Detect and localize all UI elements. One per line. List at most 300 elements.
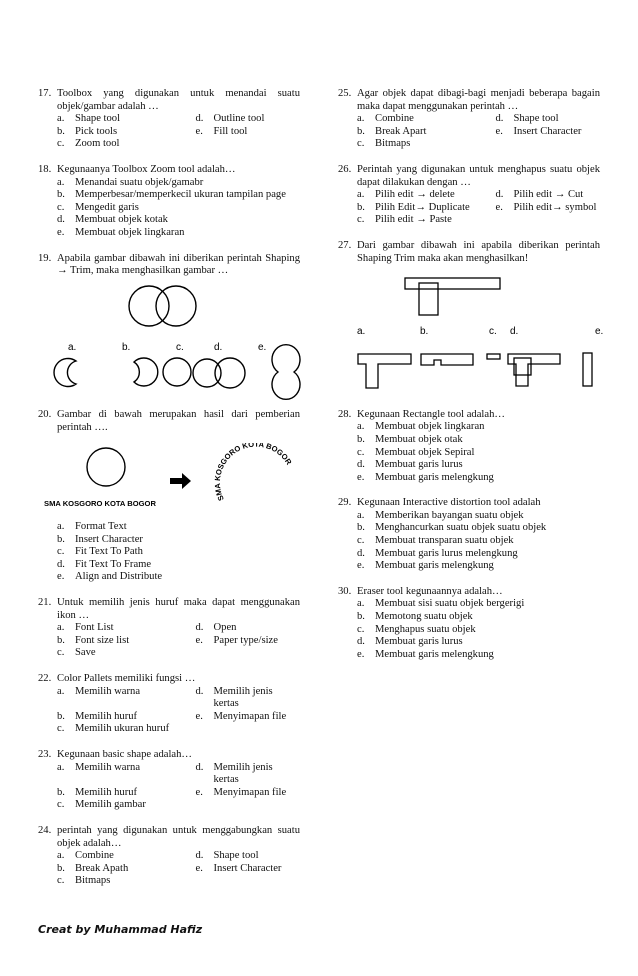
- option-text: Memilih gambar: [75, 799, 146, 811]
- option-letter: c.: [57, 138, 65, 150]
- figure-box: [338, 271, 604, 396]
- option-letter: b.: [357, 201, 365, 213]
- option-text: Memilih jenis kertas: [213, 685, 273, 710]
- option-text: Combine: [75, 850, 114, 862]
- question-19: [38, 253, 300, 397]
- figure-label: a.: [357, 326, 366, 338]
- question-number: 17.: [38, 88, 52, 99]
- question-stem: [338, 409, 600, 422]
- option-letter: e.: [495, 125, 503, 137]
- option-letter: d.: [57, 558, 65, 570]
- question-30: [338, 586, 600, 662]
- answer-option[interactable]: [357, 447, 600, 460]
- figure-label: c.: [176, 341, 184, 353]
- answer-option[interactable]: [196, 787, 300, 800]
- answer-option[interactable]: [496, 126, 600, 139]
- question-number: 27.: [338, 239, 352, 251]
- answer-option[interactable]: [57, 635, 196, 648]
- option-letter: a.: [57, 176, 65, 188]
- options-row: [357, 214, 600, 227]
- answer-option[interactable]: [57, 202, 300, 215]
- answer-option[interactable]: [57, 546, 300, 559]
- option-text: Menandai suatu objek/gamabr: [75, 176, 204, 188]
- options-list: [357, 421, 600, 484]
- answer-option[interactable]: [57, 571, 300, 584]
- question-text: Gambar di bawah merupakan hasil dari pemberian perintah ….: [57, 409, 300, 433]
- option-text: Insert Character: [213, 862, 282, 874]
- option-letter: c.: [57, 875, 65, 887]
- option-b-shape: [421, 354, 473, 365]
- option-text: Memilih ukuran huruf: [75, 723, 170, 735]
- option-text: Pilih edit → Paste: [375, 214, 452, 226]
- question-number: 19.: [38, 252, 52, 264]
- option-letter: d.: [357, 547, 365, 559]
- figure-label: d.: [214, 341, 223, 353]
- option-e-shape: [583, 353, 592, 386]
- option-letter: e.: [357, 560, 365, 572]
- question-number: 24.: [38, 824, 52, 836]
- option-text: Align and Distribute: [75, 571, 163, 583]
- option-letter: a.: [357, 598, 365, 610]
- option-letter: b.: [57, 634, 65, 646]
- figure-label: e.: [258, 341, 267, 353]
- answer-option[interactable]: [57, 126, 196, 139]
- option-letter: c.: [57, 546, 65, 558]
- options-list: [57, 177, 300, 240]
- answer-option[interactable]: [57, 850, 196, 863]
- figure-box: [38, 443, 300, 522]
- option-text: Memilih warna: [75, 685, 141, 697]
- option-letter: c.: [57, 799, 65, 811]
- question-26: [338, 164, 600, 227]
- options-row: [357, 126, 600, 139]
- option-text: Shape tool: [213, 850, 259, 862]
- question-text: Kegunaan basic shape adalah…: [57, 749, 193, 760]
- option-letter: a.: [357, 189, 365, 201]
- question-stem: [38, 749, 300, 762]
- plain-text: SMA KOSGORO KOTA BOGOR: [44, 498, 156, 508]
- options-row: [57, 635, 300, 648]
- option-e-shape: [272, 344, 300, 399]
- option-text: Outline tool: [213, 113, 265, 125]
- answer-option[interactable]: [196, 762, 300, 787]
- question-28: [338, 409, 600, 485]
- option-text: Memotong suatu objek: [375, 611, 473, 623]
- option-text: Fit Text To Frame: [75, 558, 152, 570]
- options-row: [357, 202, 600, 215]
- question-stem: [338, 88, 600, 113]
- question-25: [338, 88, 600, 151]
- text-on-path-figure: [38, 443, 300, 517]
- option-letter: b.: [357, 522, 365, 534]
- answer-option[interactable]: [57, 686, 196, 711]
- option-letter: d.: [195, 685, 204, 697]
- answer-option[interactable]: [357, 624, 600, 637]
- option-text: Membuat transparan suatu objek: [375, 535, 514, 547]
- answer-option[interactable]: [496, 113, 600, 126]
- option-text: Open: [213, 622, 237, 634]
- answer-option[interactable]: [196, 635, 300, 648]
- option-letter: b.: [57, 710, 65, 722]
- answer-option[interactable]: [496, 202, 600, 215]
- answer-option[interactable]: [357, 472, 600, 485]
- option-letter: b.: [57, 533, 65, 545]
- option-text: Format Text: [75, 521, 127, 533]
- question-text: Eraser tool kegunaannya adalah…: [357, 585, 503, 597]
- option-text: Bitmaps: [375, 138, 411, 150]
- answer-option[interactable]: [57, 227, 300, 240]
- option-letter: a.: [357, 421, 365, 433]
- question-number: 28.: [338, 408, 352, 420]
- option-text: Memilih huruf: [75, 786, 138, 798]
- answer-option[interactable]: [57, 647, 196, 660]
- question-number: 25.: [338, 88, 352, 99]
- footer-credit: Creat by Muhammad Hafiz: [38, 923, 203, 936]
- options-row: [57, 647, 300, 660]
- question-text: Apabila gambar dibawah ini diberikan perintah Shaping → Trim, maka menghasilkan gambar …: [57, 252, 300, 277]
- trim-circles-figure: [38, 286, 300, 392]
- option-text: Mengedit garis: [75, 201, 139, 213]
- option-text: Break Apath: [75, 862, 129, 874]
- option-text: Font List: [75, 622, 114, 634]
- options-list: [57, 850, 300, 888]
- option-letter: b.: [57, 786, 65, 798]
- option-text: Memilih huruf: [75, 710, 138, 722]
- option-text: Paper type/size: [213, 634, 278, 646]
- option-letter: e.: [357, 471, 365, 483]
- question-27: [338, 239, 604, 396]
- source-circle-left: [129, 286, 169, 326]
- question-number: 26.: [338, 163, 352, 175]
- option-text: Menghancurkan suatu objek suatu objek: [375, 522, 547, 534]
- option-d-shape: [215, 358, 245, 388]
- question-text: Kegunaan Interactive distortion tool adalah: [357, 497, 541, 509]
- option-text: Membuat objek kotak: [75, 214, 168, 226]
- answer-option[interactable]: [357, 560, 600, 573]
- options-list: [357, 510, 600, 573]
- option-text: Memilih warna: [75, 761, 141, 773]
- option-letter: e.: [195, 710, 203, 722]
- figure-box: [38, 286, 300, 397]
- question-23: [38, 749, 300, 812]
- option-text: Menghapus suatu objek: [375, 623, 476, 635]
- option-letter: c.: [57, 201, 65, 213]
- answer-option[interactable]: [57, 622, 196, 635]
- figure-label: d.: [510, 326, 519, 338]
- option-c-shape: [487, 354, 500, 359]
- source-circle-right: [156, 286, 196, 326]
- option-letter: e.: [57, 571, 65, 583]
- option-letter: c.: [357, 623, 365, 635]
- answer-option[interactable]: [196, 863, 300, 876]
- option-text: Insert Character: [513, 125, 582, 137]
- answer-option[interactable]: [57, 189, 300, 202]
- answer-option[interactable]: [57, 534, 300, 547]
- option-letter: d.: [357, 636, 365, 648]
- source-vertical-bar: [419, 283, 438, 315]
- answer-option[interactable]: [357, 214, 496, 227]
- answer-option[interactable]: [357, 535, 600, 548]
- option-letter: e.: [195, 125, 203, 137]
- answer-option[interactable]: [357, 598, 600, 611]
- option-letter: b.: [357, 611, 365, 623]
- answer-option[interactable]: [357, 138, 496, 151]
- answer-option[interactable]: [196, 113, 300, 126]
- option-letter: d.: [495, 189, 504, 201]
- answer-option[interactable]: [196, 711, 300, 724]
- answer-option[interactable]: [496, 189, 600, 202]
- option-text: Membuat garis lurus: [375, 459, 463, 471]
- answer-option[interactable]: [196, 686, 300, 711]
- answer-option[interactable]: [357, 459, 600, 472]
- question-24: [38, 825, 300, 888]
- answer-option[interactable]: [357, 434, 600, 447]
- answer-option[interactable]: [57, 875, 196, 888]
- option-letter: b.: [357, 433, 365, 445]
- question-number: 20.: [38, 409, 52, 421]
- option-letter: d.: [195, 850, 204, 862]
- option-text: Membuat objek lingkaran: [75, 226, 185, 238]
- option-text: Insert Character: [75, 533, 143, 545]
- figure-label: b.: [420, 326, 429, 338]
- option-letter: d.: [357, 459, 365, 471]
- answer-option[interactable]: [357, 113, 496, 126]
- option-d-shape: [508, 354, 560, 386]
- option-text: Combine: [375, 113, 414, 125]
- options-list: [357, 598, 600, 661]
- answer-option[interactable]: [57, 521, 300, 534]
- question-text: Kegunaan Rectangle tool adalah…: [357, 408, 505, 420]
- options-row: [357, 113, 600, 126]
- options-list: [57, 521, 300, 584]
- option-letter: a.: [57, 113, 65, 125]
- option-text: Memilih jenis kertas: [213, 761, 273, 786]
- option-text: Pick tools: [75, 125, 118, 137]
- answer-option[interactable]: [357, 636, 600, 649]
- option-letter: c.: [357, 214, 365, 226]
- question-stem: [38, 253, 300, 278]
- option-letter: b.: [57, 125, 65, 137]
- question-stem: [38, 673, 300, 686]
- question-stem: [338, 586, 600, 599]
- options-row: [57, 686, 300, 711]
- question-stem: [38, 88, 300, 113]
- option-text: Fit Text To Path: [75, 546, 143, 558]
- question-17: [38, 88, 300, 151]
- answer-option[interactable]: [57, 723, 196, 736]
- option-text: Shape tool: [513, 113, 559, 125]
- option-text: Membuat objek Sepiral: [375, 446, 475, 458]
- question-stem: [38, 164, 300, 177]
- answer-option[interactable]: [57, 863, 196, 876]
- question-text: Agar objek dapat dibagi-bagi menjadi beberapa bagain maka dapat menggunakan perintah …: [357, 88, 600, 112]
- question-text: Kegunaanya Toolbox Zoom tool adalah…: [57, 163, 236, 175]
- question-stem: [338, 164, 600, 189]
- options-row: [57, 723, 300, 736]
- options-list: [357, 189, 600, 227]
- option-text: Zoom tool: [75, 138, 120, 150]
- figure-label: b.: [122, 341, 131, 353]
- figure-label: c.: [489, 326, 497, 338]
- question-stem: [338, 497, 600, 510]
- left-column: [38, 88, 300, 901]
- option-text: Membuat garis lurus melengkung: [375, 547, 518, 559]
- curved-text: SMA KOSGORO KOTA BOGOR: [212, 442, 294, 502]
- option-text: Pilih edit→ symbol: [513, 201, 597, 213]
- answer-option[interactable]: [57, 559, 300, 572]
- option-text: Save: [75, 647, 96, 659]
- options-row: [57, 787, 300, 800]
- option-letter: a.: [57, 521, 65, 533]
- answer-option[interactable]: [357, 202, 496, 215]
- option-text: Font size list: [75, 634, 130, 646]
- answer-option[interactable]: [357, 421, 600, 434]
- question-stem: [38, 409, 300, 434]
- figure-label: e.: [595, 326, 604, 338]
- options-list: [57, 686, 300, 736]
- option-text: Membuat garis melengkung: [375, 648, 494, 660]
- question-number: 18.: [38, 163, 52, 175]
- answer-option[interactable]: [357, 649, 600, 662]
- answer-option[interactable]: [196, 622, 300, 635]
- question-text: Dari gambar dibawah ini apabila diberikan perintah Shaping Trim maka akan menghasilkan!: [357, 239, 600, 264]
- option-b-shape: [134, 358, 158, 386]
- option-a-shape: [54, 358, 76, 386]
- option-letter: e.: [195, 862, 203, 874]
- question-text: perintah yang digunakan untuk menggabungkan suatu objek adalah…: [57, 824, 300, 849]
- option-letter: d.: [195, 622, 204, 634]
- option-letter: d.: [195, 761, 204, 773]
- option-letter: e.: [357, 648, 365, 660]
- option-text: Bitmaps: [75, 875, 111, 887]
- option-text: Memperbesar/memperkecil ukuran tampilan page: [75, 189, 286, 201]
- option-letter: e.: [195, 634, 203, 646]
- question-number: 29.: [338, 497, 352, 509]
- options-list: [57, 762, 300, 812]
- option-text: Membuat sisi suatu objek bergerigi: [375, 598, 525, 610]
- option-text: Menyimapan file: [213, 710, 287, 722]
- question-number: 21.: [38, 597, 52, 609]
- trim-rectangles-figure: [338, 271, 604, 391]
- option-text: Shape tool: [75, 113, 121, 125]
- option-letter: d.: [195, 113, 204, 125]
- question-22: [38, 673, 300, 736]
- option-letter: b.: [57, 862, 65, 874]
- answer-option[interactable]: [357, 522, 600, 535]
- question-text: Untuk memilih jenis huruf maka dapat menggunakan ikon …: [57, 597, 300, 621]
- question-number: 30.: [338, 585, 352, 597]
- question-stem: [38, 597, 300, 622]
- option-letter: c.: [357, 446, 365, 458]
- option-letter: c.: [57, 723, 65, 735]
- option-letter: e.: [195, 786, 203, 798]
- question-text: Perintah yang digunakan untuk menghapus suatu objek dapat dilakukan dengan …: [357, 163, 600, 188]
- option-letter: e.: [495, 201, 503, 213]
- options-row: [57, 762, 300, 787]
- option-text: Break Apart: [375, 125, 427, 137]
- options-row: [57, 850, 300, 863]
- question-18: [38, 164, 300, 240]
- option-letter: c.: [357, 535, 365, 547]
- answer-option[interactable]: [57, 113, 196, 126]
- answer-option[interactable]: [57, 177, 300, 190]
- options-row: [57, 799, 300, 812]
- option-text: Pilih edit → Cut: [513, 189, 584, 201]
- answer-option[interactable]: [57, 787, 196, 800]
- question-20: [38, 409, 300, 584]
- option-text: Menyimapan file: [213, 786, 287, 798]
- options-row: [57, 863, 300, 876]
- answer-option[interactable]: [357, 126, 496, 139]
- option-text: Membuat objek otak: [375, 433, 463, 445]
- options-row: [57, 875, 300, 888]
- answer-option[interactable]: [57, 762, 196, 787]
- options-row: [357, 189, 600, 202]
- question-number: 23.: [38, 749, 52, 760]
- option-letter: d.: [495, 113, 504, 125]
- arrow-right-icon: [170, 473, 191, 489]
- question-21: [38, 597, 300, 660]
- answer-option[interactable]: [57, 138, 196, 151]
- option-text: Membuat garis melengkung: [375, 560, 494, 572]
- options-row: [57, 113, 300, 126]
- question-29: [338, 497, 600, 573]
- option-text: Membuat objek lingkaran: [375, 421, 485, 433]
- options-list: [57, 622, 300, 660]
- option-letter: a.: [57, 761, 65, 773]
- option-letter: a.: [357, 113, 365, 125]
- answer-option[interactable]: [57, 799, 196, 812]
- options-row: [57, 138, 300, 151]
- option-letter: b.: [57, 189, 65, 201]
- option-letter: d.: [57, 214, 65, 226]
- options-row: [57, 711, 300, 724]
- option-letter: a.: [357, 509, 365, 521]
- plain-circle: [87, 448, 125, 486]
- options-list: [57, 113, 300, 151]
- question-text: Toolbox yang digunakan untuk menandai suatu objek/gambar adalah …: [57, 88, 300, 112]
- option-letter: a.: [57, 622, 65, 634]
- question-text: Color Pallets memiliki fungsi …: [57, 673, 196, 685]
- option-letter: a.: [57, 850, 65, 862]
- answer-option[interactable]: [57, 214, 300, 227]
- answer-option[interactable]: [196, 850, 300, 863]
- answer-option[interactable]: [357, 548, 600, 561]
- right-column: [338, 88, 604, 674]
- question-stem: [338, 240, 600, 265]
- option-text: Membuat garis melengkung: [375, 471, 494, 483]
- question-number: 22.: [38, 673, 52, 685]
- option-d-shape: [193, 359, 221, 387]
- option-text: Memberikan bayangan suatu objek: [375, 509, 524, 521]
- option-letter: a.: [57, 685, 65, 697]
- options-row: [357, 138, 600, 151]
- option-c-shape: [163, 358, 191, 386]
- option-letter: b.: [357, 125, 365, 137]
- figure-label: a.: [68, 341, 77, 353]
- answer-option[interactable]: [57, 711, 196, 724]
- options-list: [357, 113, 600, 151]
- answer-option[interactable]: [357, 611, 600, 624]
- option-letter: c.: [57, 647, 65, 659]
- option-letter: e.: [57, 226, 65, 238]
- answer-option[interactable]: [357, 189, 496, 202]
- answer-option[interactable]: [357, 510, 600, 523]
- option-a-shape: [358, 354, 411, 388]
- question-stem: [38, 825, 300, 850]
- option-text: Pilih Edit→ Duplicate: [375, 201, 470, 213]
- answer-option[interactable]: [196, 126, 300, 139]
